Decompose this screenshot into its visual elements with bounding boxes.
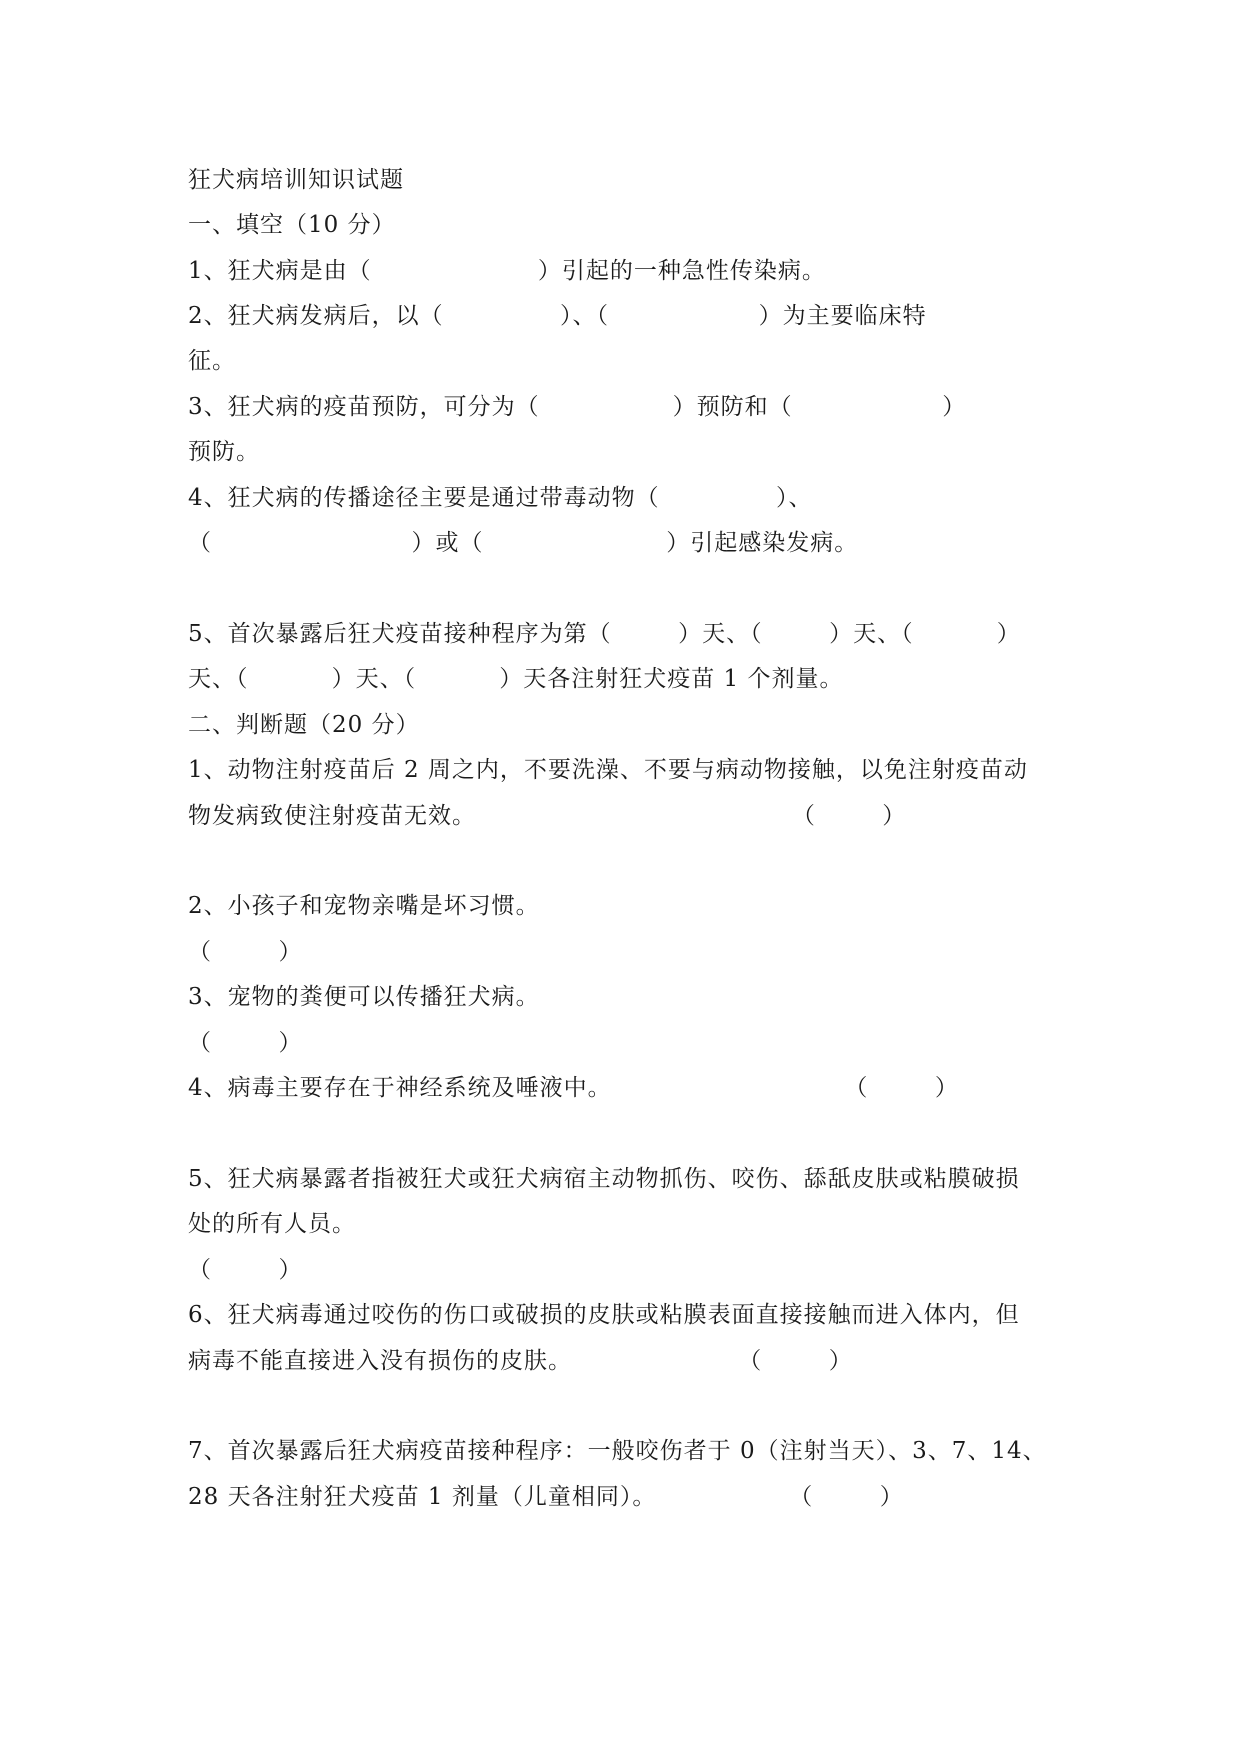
question-line: 病毒不能直接进入没有损伤的皮肤。 （ ）	[188, 1348, 853, 1374]
question-line: 28 天各注射狂犬疫苗 1 剂量（儿童相同）。 （ ）	[188, 1484, 904, 1510]
question-line: 1、动物注射疫苗后 2 周之内，不要洗澡、不要与病动物接触，以免注射疫苗动	[188, 757, 1028, 783]
question-line: 1、狂犬病是由（ ）引起的一种急性传染病。	[188, 258, 826, 284]
question-line: 6、狂犬病毒通过咬伤的伤口或破损的皮肤或粘膜表面直接接触而进入体内，但	[188, 1302, 1020, 1328]
question-line: 7、首次暴露后狂犬病疫苗接种程序：一般咬伤者于 0（注射当天）、3、7、14、	[188, 1438, 1047, 1464]
question-line: 征。	[188, 348, 236, 374]
question-line: （ ）或（ ）引起感染发病。	[188, 530, 859, 556]
question-line: 3、狂犬病的疫苗预防，可分为（ ）预防和（ ）	[188, 394, 967, 420]
question-line: 预防。	[188, 439, 260, 465]
question-line: 3、宠物的粪便可以传播狂犬病。	[188, 984, 540, 1010]
question-line: 4、病毒主要存在于神经系统及唾液中。 （ ）	[188, 1075, 959, 1101]
question-line: 5、狂犬病暴露者指被狂犬或狂犬病宿主动物抓伤、咬伤、舔舐皮肤或粘膜破损	[188, 1166, 1020, 1192]
question-line: 4、狂犬病的传播途径主要是通过带毒动物（ ）、	[188, 485, 813, 511]
question-line: 处的所有人员。	[188, 1211, 356, 1237]
question-line: 2、狂犬病发病后，以（ ）、（ ）为主要临床特	[188, 303, 927, 329]
answer-bracket: （ ）	[188, 939, 303, 965]
section-heading: 一、填空（10 分）	[188, 212, 396, 238]
answer-bracket: （ ）	[188, 1257, 303, 1283]
question-line: 物发病致使注射疫苗无效。 （ ）	[188, 803, 907, 829]
section-heading: 二、判断题（20 分）	[188, 712, 420, 738]
question-line: 5、首次暴露后狂犬疫苗接种程序为第（ ）天、（ ）天、（ ）	[188, 621, 1021, 647]
question-line: 天、（ ）天、（ ）天各注射狂犬疫苗 1 个剂量。	[188, 666, 844, 692]
answer-bracket: （ ）	[188, 1030, 303, 1056]
document-title: 狂犬病培训知识试题	[188, 167, 404, 193]
question-line: 2、小孩子和宠物亲嘴是坏习惯。	[188, 893, 540, 919]
